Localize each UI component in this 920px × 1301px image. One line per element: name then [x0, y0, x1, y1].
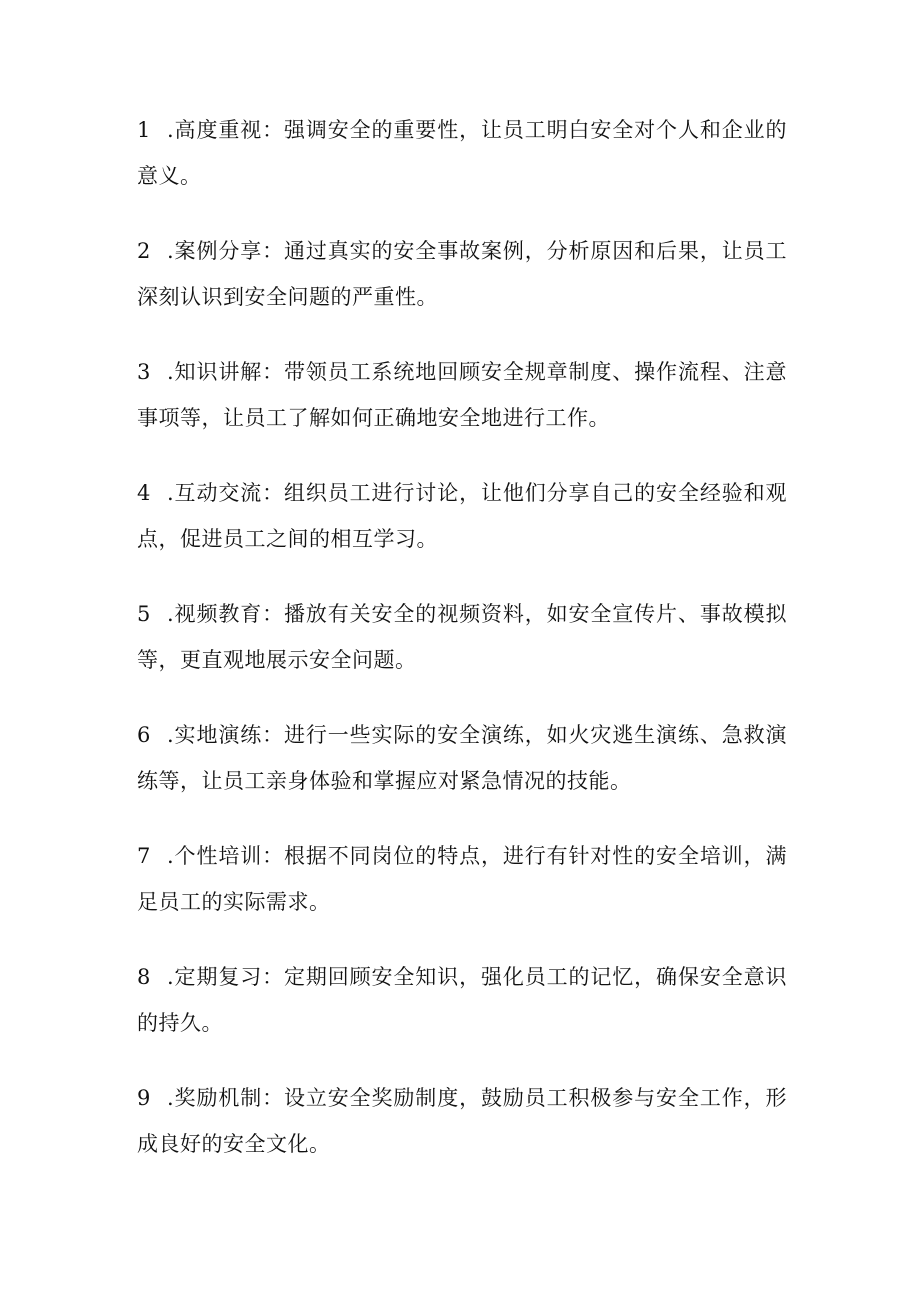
numbered-list	[137, 107, 787, 1196]
item-text: .案例分享：通过真实的安全事故案例，分析原因和后果，让员工深刻认识到安全问题的严重性。	[137, 239, 787, 309]
item-number: 4	[137, 481, 151, 505]
list-item	[137, 228, 787, 320]
item-number: 6	[137, 723, 151, 747]
list-item	[137, 712, 787, 804]
item-text: .定期复习：定期回顾安全知识，强化员工的记忆，确保安全意识的持久。	[137, 965, 787, 1035]
list-item	[137, 349, 787, 441]
item-number: 2	[137, 239, 151, 263]
item-text: .互动交流：组织员工进行讨论，让他们分享自己的安全经验和观点，促进员工之间的相互学习。	[137, 481, 787, 551]
list-item	[137, 954, 787, 1046]
item-text: .实地演练：进行一些实际的安全演练，如火灾逃生演练、急救演练等，让员工亲身体验和掌握应对紧急情况的技能。	[137, 723, 787, 793]
item-number: 3	[137, 360, 151, 384]
item-number: 9	[137, 1086, 151, 1110]
item-text: .视频教育：播放有关安全的视频资料，如安全宣传片、事故模拟等，更直观地展示安全问题。	[137, 602, 787, 672]
item-number: 5	[137, 602, 151, 626]
item-text: .奖励机制：设立安全奖励制度，鼓励员工积极参与安全工作，形成良好的安全文化。	[137, 1086, 787, 1156]
item-number: 7	[137, 844, 151, 868]
item-number: 8	[137, 965, 151, 989]
list-item	[137, 591, 787, 683]
list-item	[137, 470, 787, 562]
item-text: .知识讲解：带领员工系统地回顾安全规章制度、操作流程、注意事项等，让员工了解如何正确地安全地进行工作。	[137, 360, 787, 430]
list-item	[137, 107, 787, 199]
item-text: .高度重视：强调安全的重要性，让员工明白安全对个人和企业的意义。	[137, 118, 787, 188]
item-text: .个性培训：根据不同岗位的特点，进行有针对性的安全培训，满足员工的实际需求。	[137, 844, 787, 914]
list-item	[137, 1075, 787, 1167]
item-number: 1	[137, 118, 151, 142]
list-item	[137, 833, 787, 925]
